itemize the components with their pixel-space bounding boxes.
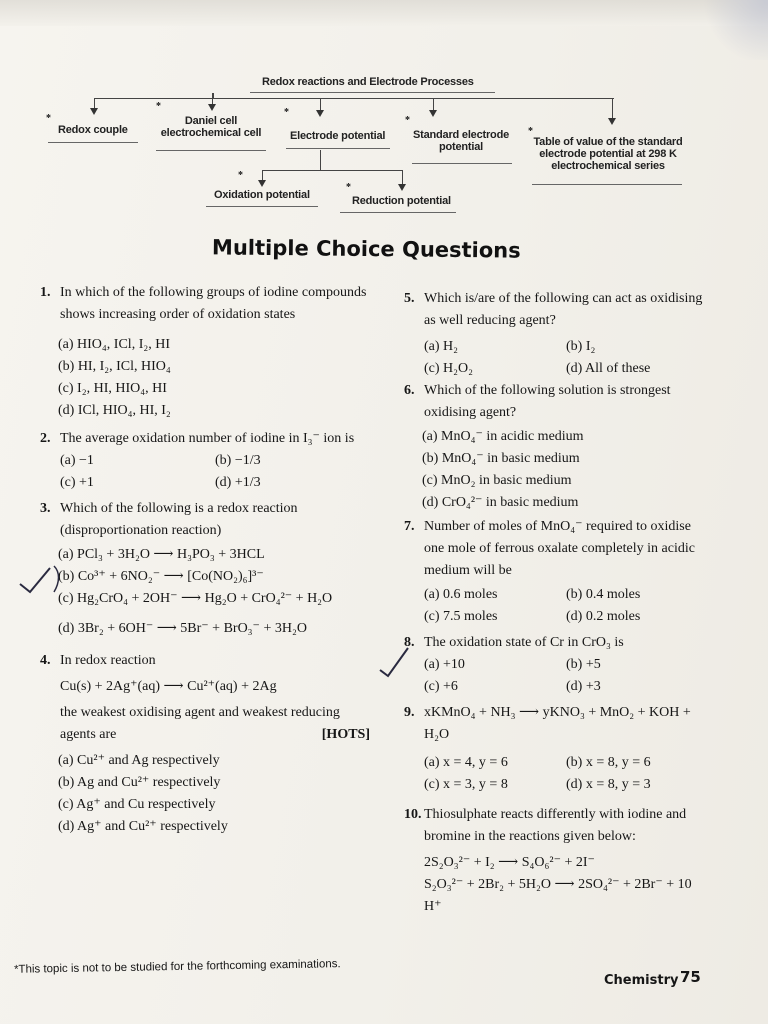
node-underline [286, 148, 390, 149]
question-number: 3. [40, 501, 51, 516]
node-table-of-values: Table of value of the standard electrode potential at 298 K electrochemical series [533, 136, 683, 172]
option: (b) x = 8, y = 6 [566, 755, 651, 770]
question-stem: Which of the following is a redox reaction (disproportionation reaction) [60, 501, 298, 538]
left-question-column [40, 282, 370, 838]
page-corner-shadow [698, 0, 768, 60]
pen-tick-mark [16, 562, 76, 602]
question-6 [404, 380, 708, 514]
concept-map-root: Redox reactions and Electrode Processes [262, 76, 474, 88]
option: (a) x = 4, y = 6 [424, 755, 508, 770]
option-row [40, 472, 370, 494]
question-stem-row [404, 380, 708, 424]
question-5 [404, 288, 708, 380]
question-number: 4. [40, 653, 51, 668]
node-underline [532, 184, 682, 185]
option: (a) −1 [60, 453, 94, 468]
question-stem: In which of the following groups of iodine compounds shows increasing order of oxidation states [60, 285, 367, 322]
question-9 [404, 702, 708, 796]
option: (c) x = 3, y = 8 [424, 777, 508, 792]
question-stem-row [40, 282, 370, 326]
equation: S₂O₃²⁻ + 2Br₂ + 5H₂O ⟶ 2SO₄²⁻ + 2Br⁻ + 10 H⁺ [424, 877, 692, 914]
star-marker: * [156, 101, 161, 112]
question-10 [404, 804, 708, 918]
question-stem-row [404, 702, 708, 746]
option: (b) Co³⁺ + 6NO₂⁻ ⟶ [Co(NO₂)₆]³⁻ [58, 569, 264, 584]
option: (b) MnO₄⁻ in basic medium [422, 451, 580, 466]
node-redox-couple: Redox couple [58, 124, 128, 136]
question-number: 6. [404, 383, 415, 398]
node-underline [206, 206, 318, 207]
question-number: 2. [40, 431, 51, 446]
question-number: 8. [404, 635, 415, 650]
option-row [404, 752, 708, 774]
option-row [404, 336, 708, 358]
root-underline [250, 92, 495, 93]
option: (c) Hg₂CrO₄ + 2OH⁻ ⟶ Hg₂O + CrO₄²⁻ + H₂O [58, 591, 333, 606]
question-stem: xKMnO₄ + NH₃ ⟶ yKNO₃ + MnO₂ + KOH + H₂O [424, 705, 691, 742]
option: (d) CrO₄²⁻ in basic medium [422, 495, 579, 510]
arrow-icon [608, 118, 616, 125]
option-row [404, 358, 708, 380]
node-electrode-potential: Electrode potential [290, 130, 386, 142]
question-stem: Which of the following solution is strongest oxidising agent? [424, 383, 671, 420]
equation: 2S₂O₃²⁻ + I₂ ⟶ S₄O₆²⁻ + 2I⁻ [424, 855, 595, 870]
arrow-icon [208, 104, 216, 111]
star-marker: * [46, 113, 51, 124]
option: (b) +5 [566, 657, 601, 672]
question-stem-row [40, 428, 370, 450]
option-row [404, 654, 708, 676]
question-stem: Number of moles of MnO₄⁻ required to oxidise one mole of ferrous oxalate completely in acidic medium will be [424, 519, 695, 578]
page-number: 75 [680, 968, 701, 986]
right-question-column [404, 288, 708, 918]
star-marker: * [405, 115, 410, 126]
arrow-icon [316, 110, 324, 117]
options [40, 750, 370, 838]
option: (a) +10 [424, 657, 465, 672]
star-marker: * [346, 182, 351, 193]
option: (d) 0.2 moles [566, 609, 641, 624]
option: (c) +6 [424, 679, 458, 694]
option: (c) I₂, HI, HIO₄, HI [58, 381, 167, 396]
option: (c) 7.5 moles [424, 609, 498, 624]
question-stem: The oxidation state of Cr in CrO₃ is [424, 635, 624, 650]
star-marker: * [284, 107, 289, 118]
node-reduction-potential: Reduction potential [352, 195, 451, 207]
option: (a) MnO₄⁻ in acidic medium [422, 429, 584, 444]
section-title: Multiple Choice Questions [211, 235, 521, 263]
question-stem: The average oxidation number of iodine in I₃⁻ ion is [60, 431, 355, 446]
question-number: 7. [404, 519, 415, 534]
option: (b) I₂ [566, 339, 596, 354]
option: (b) −1/3 [215, 453, 261, 468]
question-number: 1. [40, 285, 51, 300]
option: (a) H₂ [424, 339, 459, 354]
arrow-icon [258, 180, 266, 187]
hots-tag: [HOTS] [321, 727, 370, 742]
option: (c) MnO₂ in basic medium [422, 473, 572, 488]
map-vline [612, 98, 613, 120]
node-underline [48, 142, 138, 143]
question-stem-row [404, 288, 708, 332]
option: (a) HIO₄, ICl, I₂, HI [58, 337, 171, 352]
option: (a) 0.6 moles [424, 587, 498, 602]
question-stem-continued [40, 702, 370, 746]
map-hline [262, 170, 402, 171]
option: (b) HI, I₂, ICl, HIO₄ [58, 359, 171, 374]
arrow-icon [429, 110, 437, 117]
question-equation: Cu(s) + 2Ag⁺(aq) ⟶ Cu²⁺(aq) + 2Ag [60, 679, 277, 694]
question-number: 10. [404, 807, 422, 822]
options [40, 334, 370, 422]
option: (d) +1/3 [215, 475, 261, 490]
option: (d) x = 8, y = 3 [566, 777, 651, 792]
question-1 [40, 282, 370, 422]
node-underline [412, 163, 512, 164]
option: (a) PCl₃ + 3H₂O ⟶ H₃PO₃ + 3HCL [58, 547, 265, 562]
footer-subject: Chemistry [604, 973, 679, 988]
footer-note: *This topic is not to be studied for the forthcoming examinations. [13, 958, 341, 976]
question-stem: Thiosulphate reacts differently with iodine and bromine in the reactions given below: [424, 807, 687, 844]
question-7 [404, 516, 708, 628]
question-stem: In redox reaction [60, 653, 156, 668]
option-row [404, 774, 708, 796]
page-top-shadow [0, 0, 768, 26]
option: (d) 3Br₂ + 6OH⁻ ⟶ 5Br⁻ + BrO₃⁻ + 3H₂O [58, 621, 307, 636]
node-underline [340, 212, 456, 213]
star-marker: * [238, 170, 243, 181]
option: (d) ICl, HIO₄, HI, I₂ [58, 403, 171, 418]
option-row [404, 584, 708, 606]
option: (b) Ag and Cu²⁺ respectively [58, 775, 221, 790]
option-row [40, 450, 370, 472]
question-stem: Which is/are of the following can act as oxidising as well reducing agent? [424, 291, 703, 328]
question-3 [40, 498, 370, 640]
node-oxidation-potential: Oxidation potential [214, 189, 310, 201]
option: (d) All of these [566, 361, 651, 376]
option-row [404, 606, 708, 628]
question-stem-row [40, 498, 370, 542]
question-stem-row [404, 516, 708, 582]
question-stem-row [40, 650, 370, 672]
question-stem-row [404, 632, 708, 654]
options [40, 544, 370, 640]
question-number: 9. [404, 705, 415, 720]
node-underline [156, 150, 266, 151]
arrow-icon [398, 184, 406, 191]
node-daniel-cell: Daniel cell electrochemical cell [160, 115, 262, 139]
map-vline [320, 150, 321, 170]
option: (c) Ag⁺ and Cu respectively [58, 797, 216, 812]
question-stem-row [404, 804, 708, 848]
question-2 [40, 428, 370, 494]
option-row [404, 676, 708, 698]
question-stem-2: the weakest oxidising agent and weakest reducing agents are [60, 705, 340, 742]
option: (c) +1 [60, 475, 94, 490]
option: (b) 0.4 moles [566, 587, 641, 602]
map-hline [94, 98, 614, 99]
question-4 [40, 650, 370, 838]
star-marker: * [528, 126, 533, 137]
question-8 [404, 632, 708, 698]
arrow-icon [90, 108, 98, 115]
option: (d) +3 [566, 679, 601, 694]
option: (d) Ag⁺ and Cu²⁺ respectively [58, 819, 228, 834]
question-number: 5. [404, 291, 415, 306]
node-standard-electrode-potential: Standard electrode potential [412, 129, 510, 153]
option: (a) Cu²⁺ and Ag respectively [58, 753, 220, 768]
options [404, 426, 708, 514]
option: (c) H₂O₂ [424, 361, 474, 376]
